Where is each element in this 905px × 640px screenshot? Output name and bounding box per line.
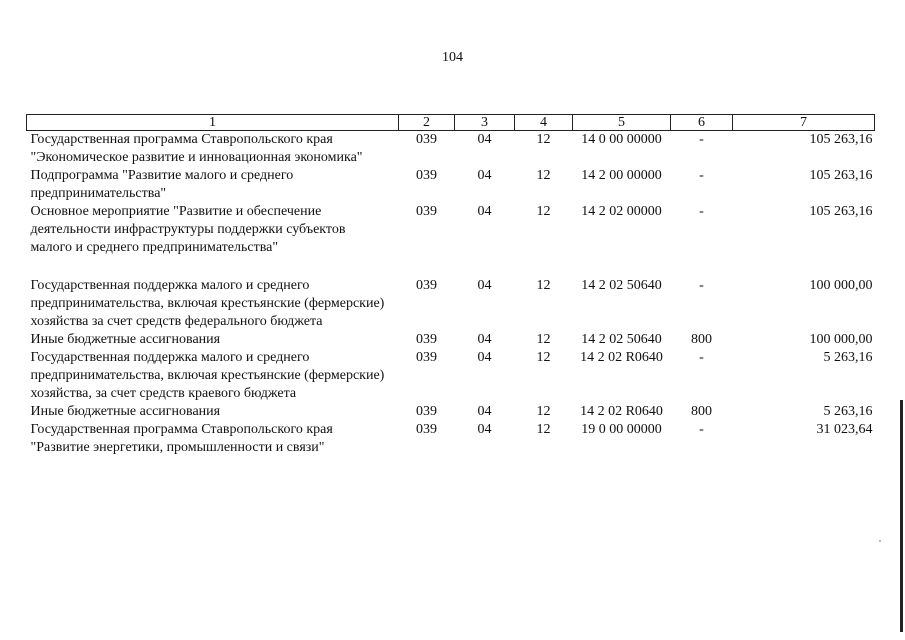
table-row bbox=[27, 131, 875, 168]
ministry-code: 039 bbox=[416, 278, 437, 293]
target-article-code: 14 2 02 50640 bbox=[581, 332, 662, 347]
subsection-code: 12 bbox=[536, 422, 551, 437]
expense-type-code: - bbox=[699, 350, 704, 365]
row-description: Основное мероприятие "Развитие и обеспечение деятельности инфраструктуры поддержки субъектов малого и среднего предпринимательства" bbox=[30, 204, 346, 255]
amount: 5 263,16 bbox=[823, 404, 873, 419]
amount: 105 263,16 bbox=[809, 204, 873, 219]
expense-type-code: - bbox=[699, 278, 704, 293]
row-description: Государственная поддержка малого и среднего предпринимательства, включая крестьянские (фермерские) хозяйства за счет средств федерального бюджета bbox=[30, 278, 385, 329]
ministry-code: 039 bbox=[416, 350, 437, 365]
ministry-code: 039 bbox=[416, 404, 437, 419]
expense-type-code: 800 bbox=[691, 332, 712, 347]
subsection-code: 12 bbox=[536, 332, 551, 347]
column-header: 3 bbox=[455, 115, 515, 131]
section-code: 04 bbox=[477, 422, 492, 437]
ministry-code: 039 bbox=[416, 132, 437, 147]
header-row bbox=[27, 115, 875, 131]
expense-type-code: - bbox=[699, 204, 704, 219]
table-row bbox=[27, 349, 875, 403]
scan-margin-mark bbox=[900, 400, 903, 632]
table-row bbox=[27, 421, 875, 457]
subsection-code: 12 bbox=[536, 168, 551, 183]
row-description: Государственная программа Ставропольского края "Развитие энергетики, промышленности и связи" bbox=[30, 422, 333, 455]
subsection-code: 12 bbox=[536, 132, 551, 147]
column-header: 5 bbox=[573, 115, 671, 131]
ministry-code: 039 bbox=[416, 168, 437, 183]
subsection-code: 12 bbox=[536, 404, 551, 419]
expense-type-code: - bbox=[699, 168, 704, 183]
page-number: 104 bbox=[442, 50, 463, 65]
ministry-code: 039 bbox=[416, 422, 437, 437]
section-code: 04 bbox=[477, 132, 492, 147]
subsection-code: 12 bbox=[536, 350, 551, 365]
row-description: Государственная программа Ставропольского края "Экономическое развитие и инновационная экономика" bbox=[30, 132, 363, 165]
column-header: 1 bbox=[27, 115, 399, 131]
expense-type-code: 800 bbox=[691, 404, 712, 419]
section-code: 04 bbox=[477, 350, 492, 365]
table-row bbox=[27, 203, 875, 277]
ministry-code: 039 bbox=[416, 204, 437, 219]
target-article-code: 14 2 02 00000 bbox=[581, 204, 662, 219]
row-description: Подпрограмма "Развитие малого и среднего предпринимательства" bbox=[30, 168, 294, 201]
column-header: 4 bbox=[515, 115, 573, 131]
ministry-code: 039 bbox=[416, 332, 437, 347]
subsection-code: 12 bbox=[536, 204, 551, 219]
table-row bbox=[27, 331, 875, 349]
target-article-code: 14 2 00 00000 bbox=[581, 168, 662, 183]
expense-type-code: - bbox=[699, 422, 704, 437]
amount: 105 263,16 bbox=[809, 132, 873, 147]
section-code: 04 bbox=[477, 278, 492, 293]
amount: 100 000,00 bbox=[809, 278, 873, 293]
target-article-code: 14 2 02 R0640 bbox=[580, 350, 663, 365]
expense-type-code: - bbox=[699, 132, 704, 147]
row-description: Государственная поддержка малого и среднего предпринимательства, включая крестьянские (фермерские) хозяйства, за счет средств краевого бюджета bbox=[30, 350, 385, 401]
budget-table bbox=[26, 114, 875, 457]
target-article-code: 14 2 02 50640 bbox=[581, 278, 662, 293]
amount: 5 263,16 bbox=[823, 350, 873, 365]
amount: 31 023,64 bbox=[816, 422, 873, 437]
scan-speck bbox=[879, 540, 881, 542]
column-header: 6 bbox=[671, 115, 733, 131]
section-code: 04 bbox=[477, 204, 492, 219]
section-code: 04 bbox=[477, 332, 492, 347]
table-row bbox=[27, 403, 875, 421]
amount: 105 263,16 bbox=[809, 168, 873, 183]
section-code: 04 bbox=[477, 404, 492, 419]
amount: 100 000,00 bbox=[809, 332, 873, 347]
column-header: 7 bbox=[733, 115, 875, 131]
subsection-code: 12 bbox=[536, 278, 551, 293]
target-article-code: 14 0 00 00000 bbox=[581, 132, 662, 147]
table-row bbox=[27, 277, 875, 331]
section-code: 04 bbox=[477, 168, 492, 183]
column-header: 2 bbox=[399, 115, 455, 131]
target-article-code: 14 2 02 R0640 bbox=[580, 404, 663, 419]
table-row bbox=[27, 167, 875, 203]
row-description: Иные бюджетные ассигнования bbox=[30, 404, 221, 419]
row-description: Иные бюджетные ассигнования bbox=[30, 332, 221, 347]
target-article-code: 19 0 00 00000 bbox=[581, 422, 662, 437]
